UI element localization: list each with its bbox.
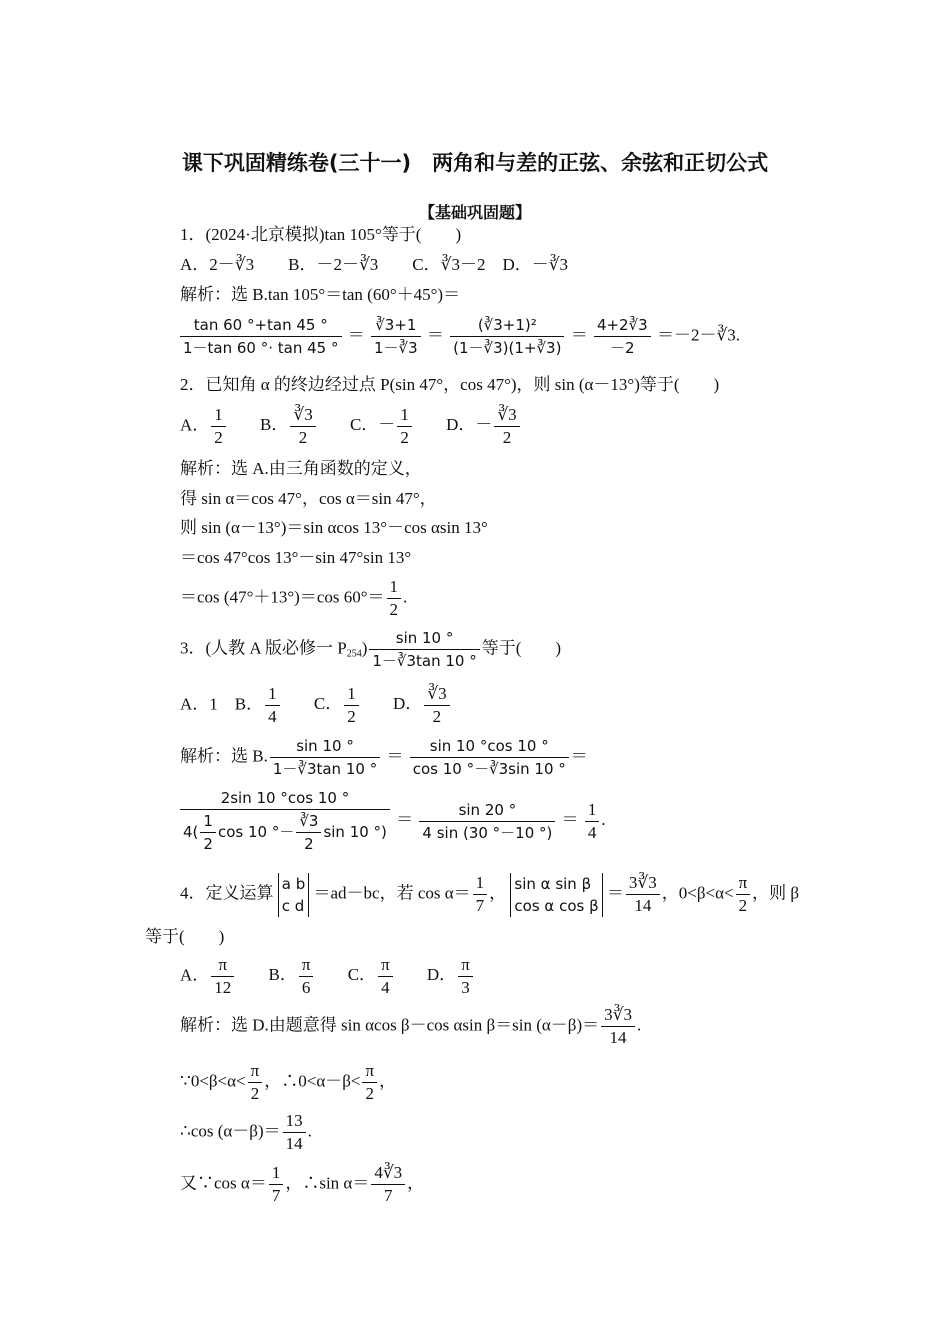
q2-options: A． $\frac{1}{2}$ B． $\frac{∛3}{2}$ C．－ $\frac{1}{2}$ D．－ $\frac{∛3}{2}$	[180, 404, 522, 449]
q3-option-c: $\frac{1}{2}$	[344, 683, 359, 728]
q1-frac-4: $\frac{4+2∛3}{-2}$	[594, 314, 651, 359]
q2-option-c: $\frac{1}{2}$	[397, 404, 412, 449]
q3-solution-line-1: 解析：选 B. $\frac{\sin 10 ^\circ}{1-∛3\tan 10 ^\circ}$ ＝ $\frac{\sin 10 ^\circ\cos 10 ^\circ}{\cos 10 ^\circ-∛3\sin 10 ^\circ}$ ＝	[180, 737, 588, 778]
q3-option-d: $\frac{∛3}{2}$	[424, 683, 449, 728]
q1-frac-3: $\frac{\text{(∛3+1)²}}{(1-∛3)(1+∛3)}$	[450, 314, 564, 359]
q1-options: A．2－∛3 B．－2－∛3 C．∛3－2 D．－∛3	[180, 255, 569, 274]
q4-solution-line-2: ∵0<β<α< $\frac{\pi}{2}$ ，∴0<α－β< $\frac{\pi}{2}$ ，	[180, 1061, 397, 1103]
q2-option-d: $\frac{∛3}{2}$	[494, 404, 519, 449]
section-heading: 【基础巩固题】	[418, 203, 531, 222]
q4-determinant-2: sin α sin β cos α cos β	[510, 873, 602, 917]
q4-determinant-1: a b c d	[278, 873, 309, 917]
q2-solution-line-4: ＝cos 47°cos 13°－sin 47°sin 13°	[180, 548, 412, 567]
q1-stem: 1．(2024·北京模拟)tan 105°等于( )	[180, 225, 462, 244]
page-title: 课下巩固精练卷(三十一) 两角和与差的正弦、余弦和正切公式	[181, 151, 769, 175]
q4-stem: 4．定义运算 a b c d ＝ad－bc，若 cos α＝ $\frac{1}{7}$ ， sin α sin β cos α cos β ＝ $\frac{3∛3}{14}$ ，0<β<α< $\frac{\pi}{2}$ ，则 β	[180, 873, 800, 915]
q3-option-b: $\frac{1}{4}$	[265, 683, 280, 728]
q4-option-a: $\frac{\pi}{12}$	[211, 954, 234, 999]
q1-frac-2: $\frac{∛3+1}{1-∛3}$	[371, 314, 421, 359]
q2-solution-line-5: ＝cos (47°＋13°)＝cos 60°＝ $\frac{1}{2}$ .	[180, 577, 408, 619]
q4-options: A． $\frac{\pi}{12}$ B． $\frac{\pi}{6}$ C． $\frac{\pi}{4}$ D． $\frac{\pi}{3}$	[180, 954, 475, 999]
q4-solution-line-3: ∴cos (α－β)＝ $\frac{13}{14}$ .	[180, 1111, 312, 1153]
q2-stem: 2．已知角 α 的终边经过点 P(sin 47°，cos 47°)，则 sin (α－13°)等于( )	[180, 375, 720, 394]
q1-frac-1: $\frac{\tan 60 ^\circ+\tan 45 ^\circ}{1-\tan 60 ^\circ\cdot \tan 45 ^\circ}$	[180, 314, 342, 359]
q4-option-d: $\frac{\pi}{3}$	[458, 954, 473, 999]
q4-option-b: $\frac{\pi}{6}$	[299, 954, 314, 999]
q2-solution-line-3: 则 sin (α－13°)＝sin αcos 13°－cos αsin 13°	[180, 518, 488, 537]
q3-options: A．1 B． $\frac{1}{4}$ C． $\frac{1}{2}$ D． $\frac{∛3}{2}$	[180, 683, 452, 728]
q4-option-c: $\frac{\pi}{4}$	[378, 954, 393, 999]
q4-stem-line-2: 等于( )	[145, 927, 225, 946]
q4-solution-line-1: 解析：选 D.由题意得 sin αcos β－cos αsin β＝sin (α－β)＝ $\frac{3∛3}{14}$ .	[180, 1005, 642, 1047]
q1-solution-intro: 解析：选 B.tan 105°＝tan (60°＋45°)＝	[180, 285, 461, 304]
q2-option-b: $\frac{∛3}{2}$	[290, 404, 315, 449]
q4-solution-line-4: 又∵cos α＝ $\frac{1}{7}$ ，∴sin α＝ $\frac{4∛3}{7}$ ，	[180, 1163, 425, 1205]
q2-solution-line-1: 解析：选 A.由三角函数的定义，	[180, 459, 422, 478]
q3-stem: 3．(人教 A 版必修一 $P_{254}$) $\frac{\sin 10 ^\circ}{1-∛3\tan 10 ^\circ}$ 等于( )	[180, 629, 562, 670]
q2-option-a: $\frac{1}{2}$	[211, 404, 226, 449]
q2-solution-line-2: 得 sin α＝cos 47°，cos α＝sin 47°，	[180, 489, 437, 508]
q3-solution-line-2: 2sin 10 °cos 10 ° 4( $\frac{1}{2}$ cos 10 °－ $\frac{∛3}{2}$ sin 10 °) ＝ $\frac{\sin 20 ^\circ}{4 \sin (30 ^\circ-10 ^\circ)}$ ＝ $\frac{1}{4}$ .	[178, 787, 606, 855]
q1-solution-chain: $\frac{\tan 60 ^\circ+\tan 45 ^\circ}{1-\tan 60 ^\circ\cdot \tan 45 ^\circ}$ ＝ $\frac{∛3+1}{1-∛3}$ ＝ $\frac{\text{(∛3+1)²}}{(1-∛3)(1+∛3)}$ ＝ $\frac{4+2∛3}{-2}$ ＝－2－∛3.	[178, 314, 740, 359]
